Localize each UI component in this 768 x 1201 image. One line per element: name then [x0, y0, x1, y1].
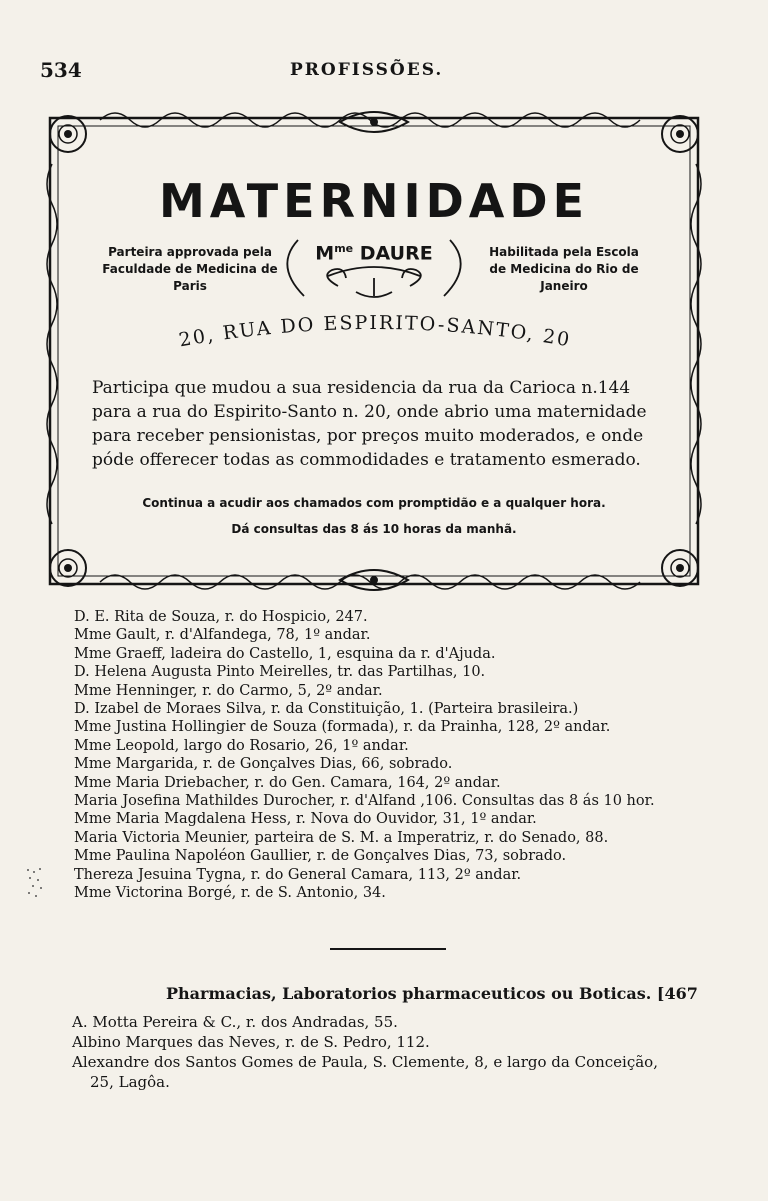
- directory-entry: Thereza Jesuina Tygna, r. do General Camara, 113, 2º andar.: [74, 866, 522, 883]
- ad-left-line: Parteira approvada pela: [108, 245, 272, 259]
- name-prefix: M: [315, 242, 335, 265]
- pharmacy-entry: A. Motta Pereira & C., r. dos Andradas, 55.: [72, 1013, 398, 1031]
- section-count: [467: [656, 984, 698, 1003]
- directory-entry: Maria Josefina Mathildes Durocher, r. d'Alfand ,106. Consultas das 8 ás 10 hor.: [74, 793, 655, 810]
- ad-notes: [40, 490, 708, 542]
- directory-entry: Mme Justina Hollingier de Souza (formada), r. da Prainha, 128, 2º andar.: [74, 719, 611, 736]
- ad-body-line: póde offerecer todas as commodidades e tratamento esmerado.: [92, 450, 641, 470]
- pharmacy-directory: [72, 1012, 712, 1092]
- ad-body-line: para receber pensionistas, por preços muito moderados, e onde: [92, 426, 644, 446]
- svg-text:20, RUA DO ESPIRITO-SANTO, 20: [177, 312, 573, 352]
- ad-address-text: 20, RUA DO ESPIRITO-SANTO, 20: [177, 311, 573, 352]
- ad-right-line: de Medicina do Rio de Janeiro: [489, 262, 639, 293]
- directory-entry: D. E. Rita de Souza, r. do Hospicio, 247.: [74, 609, 368, 625]
- maternidade-advertisement: [40, 104, 708, 598]
- ad-note-line: Dá consultas das 8 ás 10 horas da manhã.: [231, 522, 517, 536]
- page-header: [40, 58, 700, 88]
- section-divider: [330, 948, 446, 950]
- directory-entry: Mme Leopold, largo do Rosario, 26, 1º andar.: [74, 737, 409, 754]
- midwife-directory: [74, 608, 704, 903]
- name-surname: DAURE: [359, 242, 433, 265]
- directory-entry: Mme Graeff, ladeira do Castello, 1, esquina da r. d'Ajuda.: [74, 645, 496, 662]
- ad-body-line: para a rua do Espirito-Santo n. 20, onde abrio uma maternidade: [92, 402, 647, 422]
- directory-entry: Mme Henninger, r. do Carmo, 5, 2º andar.: [74, 682, 383, 699]
- running-title: PROFISSÕES.: [290, 60, 444, 80]
- pharmacy-entry: Albino Marques das Neves, r. de S. Pedro, 112.: [72, 1033, 430, 1051]
- directory-entry: Mme Maria Driebacher, r. do Gen. Camara, 164, 2º andar.: [74, 774, 501, 791]
- pharmacy-entry: Alexandre dos Santos Gomes de Paula, S. Clemente, 8, e largo da Conceição,: [72, 1053, 658, 1071]
- ink-smudge: [24, 866, 46, 900]
- ad-title: MATERNIDADE: [158, 174, 590, 228]
- ad-left-line: Faculdade de Medicina de Paris: [102, 262, 278, 293]
- ad-note-line: Continua a acudir aos chamados com promptidão e a qualquer hora.: [142, 496, 606, 510]
- directory-entry: D. Izabel de Moraes Silva, r. da Constituição, 1. (Parteira brasileira.): [74, 701, 579, 718]
- pharmacy-entry-continuation: 25, Lagôa.: [90, 1073, 170, 1091]
- name-superscript: me: [334, 242, 354, 255]
- section-title: Pharmacias, Laboratorios pharmaceuticos ou Boticas.: [166, 984, 652, 1003]
- ad-body: [92, 376, 672, 472]
- ad-right-credential: [464, 244, 664, 295]
- ad-address: [80, 304, 670, 374]
- directory-entry: Mme Margarida, r. de Gonçalves Dias, 66, sobrado.: [74, 756, 453, 773]
- directory-entry: Mme Paulina Napoléon Gaullier, r. de Gonçalves Dias, 73, sobrado.: [74, 848, 567, 865]
- directory-entry: Mme Maria Magdalena Hess, r. Nova do Ouvidor, 31, 1º andar.: [74, 811, 537, 828]
- ad-right-line: Habilitada pela Escola: [489, 245, 639, 259]
- directory-entry: Mme Gault, r. d'Alfandega, 78, 1º andar.: [74, 627, 371, 644]
- directory-entry: D. Helena Augusta Pinto Meirelles, tr. das Partilhas, 10.: [74, 664, 486, 681]
- directory-entry: Mme Victorina Borgé, r. de S. Antonio, 34.: [74, 885, 386, 902]
- page-number: 534: [40, 58, 82, 82]
- directory-entry: Maria Victoria Meunier, parteira de S. M. a Imperatriz, r. do Senado, 88.: [74, 829, 609, 846]
- ad-body-line: Participa que mudou a sua residencia da rua da Carioca n.144: [92, 378, 631, 398]
- section-heading: [166, 984, 698, 1003]
